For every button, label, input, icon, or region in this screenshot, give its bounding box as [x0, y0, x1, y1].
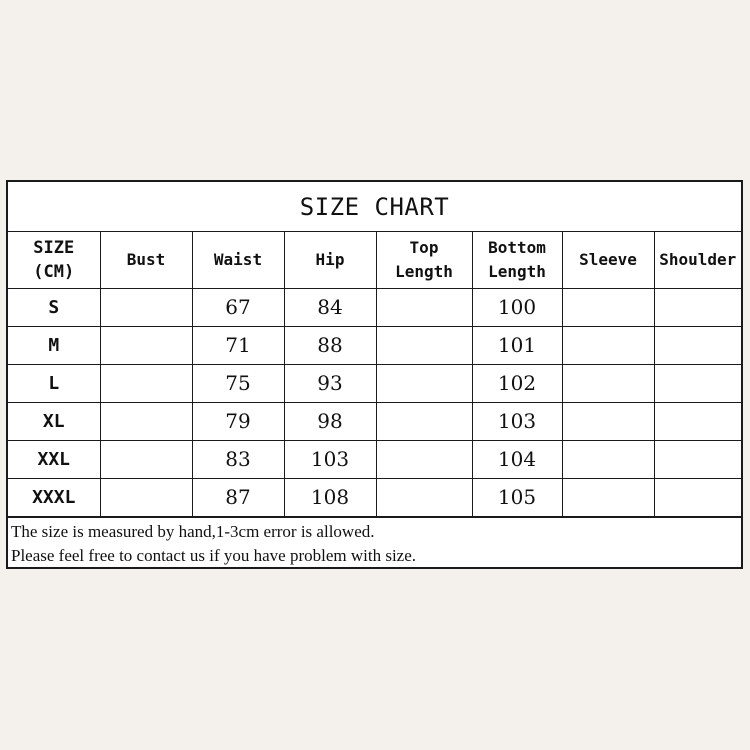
notes: [8, 517, 741, 568]
size-table: [8, 232, 741, 517]
header-waist: Waist: [192, 232, 284, 288]
bust-cell: [100, 288, 192, 326]
hip-cell: 93: [284, 364, 376, 402]
shoulder-cell: [654, 440, 741, 478]
table-row: [8, 402, 741, 440]
shoulder-cell: [654, 402, 741, 440]
header-size: SIZE (CM): [8, 232, 100, 288]
top-length-cell: [376, 364, 472, 402]
hip-cell: 84: [284, 288, 376, 326]
hip-cell: 88: [284, 326, 376, 364]
bottom-length-cell: 105: [472, 478, 562, 516]
sleeve-cell: [562, 440, 654, 478]
header-row: [8, 232, 741, 288]
bottom-length-cell: 101: [472, 326, 562, 364]
sleeve-cell: [562, 364, 654, 402]
table-row: [8, 288, 741, 326]
bust-cell: [100, 402, 192, 440]
waist-cell: 79: [192, 402, 284, 440]
note-line: The size is measured by hand,1-3cm error is allowed.: [11, 521, 375, 541]
hip-cell: 98: [284, 402, 376, 440]
size-cell: S: [8, 288, 100, 326]
size-chart: [6, 180, 743, 569]
header-bottom-length: Bottom Length: [472, 232, 562, 288]
bottom-length-cell: 102: [472, 364, 562, 402]
table-row: [8, 440, 741, 478]
size-cell: XXL: [8, 440, 100, 478]
size-cell: XL: [8, 402, 100, 440]
sleeve-cell: [562, 402, 654, 440]
header-shoulder: Shoulder: [654, 232, 741, 288]
waist-cell: 71: [192, 326, 284, 364]
top-length-cell: [376, 478, 472, 516]
header-bust: Bust: [100, 232, 192, 288]
header-top-length: Top Length: [376, 232, 472, 288]
sleeve-cell: [562, 326, 654, 364]
bottom-length-cell: 100: [472, 288, 562, 326]
bust-cell: [100, 440, 192, 478]
bust-cell: [100, 478, 192, 516]
note-line: Please feel free to contact us if you have problem with size.: [11, 545, 417, 565]
size-cell: XXXL: [8, 478, 100, 516]
shoulder-cell: [654, 364, 741, 402]
top-length-cell: [376, 288, 472, 326]
hip-cell: 108: [284, 478, 376, 516]
shoulder-cell: [654, 326, 741, 364]
bottom-length-cell: 103: [472, 402, 562, 440]
hip-cell: 103: [284, 440, 376, 478]
table-row: [8, 364, 741, 402]
waist-cell: 67: [192, 288, 284, 326]
bust-cell: [100, 364, 192, 402]
top-length-cell: [376, 402, 472, 440]
sleeve-cell: [562, 478, 654, 516]
shoulder-cell: [654, 288, 741, 326]
waist-cell: 87: [192, 478, 284, 516]
size-cell: M: [8, 326, 100, 364]
table-row: [8, 326, 741, 364]
shoulder-cell: [654, 478, 741, 516]
bottom-length-cell: 104: [472, 440, 562, 478]
chart-title: SIZE CHART: [299, 192, 450, 221]
header-sleeve: Sleeve: [562, 232, 654, 288]
title-row: [8, 182, 741, 232]
top-length-cell: [376, 440, 472, 478]
top-length-cell: [376, 326, 472, 364]
bust-cell: [100, 326, 192, 364]
waist-cell: 75: [192, 364, 284, 402]
waist-cell: 83: [192, 440, 284, 478]
table-row: [8, 478, 741, 516]
sleeve-cell: [562, 288, 654, 326]
header-hip: Hip: [284, 232, 376, 288]
size-cell: L: [8, 364, 100, 402]
